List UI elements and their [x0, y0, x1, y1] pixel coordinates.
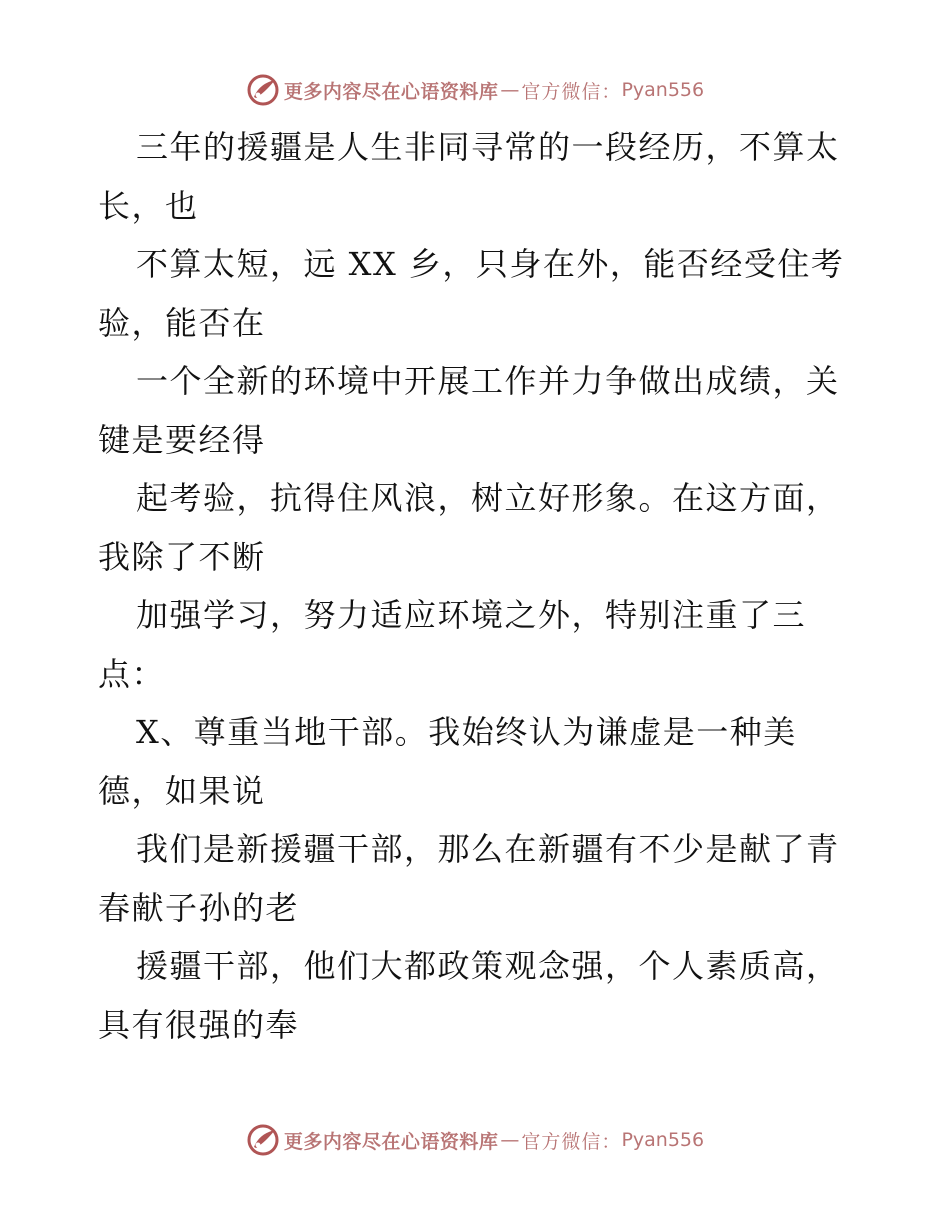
paragraph-line: 长，也	[98, 186, 199, 225]
paragraph-line: X、尊重当地干部。我始终认为谦虚是一种美	[136, 713, 797, 751]
footer-wechat-id: Pyan556	[621, 1129, 705, 1151]
paragraph-line: 春献子孙的老	[98, 888, 300, 927]
paragraph-line: 我们是新援疆干部，那么在新疆有不少是献了青	[136, 830, 840, 868]
paragraph-line: 一个全新的环境中开展工作并力争做出成绩，关	[136, 362, 840, 400]
header-wechat-id: Pyan556	[621, 79, 705, 101]
quill-seal-icon	[246, 73, 280, 107]
page-header-watermark	[0, 72, 950, 108]
footer-separator: —	[500, 1129, 520, 1151]
footer-wechat-label: 官方微信：	[521, 1130, 622, 1153]
paragraph-line: 德，如果说	[98, 771, 266, 810]
header-brand-text: 更多内容尽在心语资料库	[283, 80, 499, 103]
paragraph-line: 加强学习，努力适应环境之外，特别注重了三	[136, 596, 807, 634]
paragraph-line: 不算太短，远 XX 乡，只身在外，能否经受住考	[136, 245, 845, 283]
paragraph-line: 援疆干部，他们大都政策观念强，个人素质高，	[136, 947, 840, 985]
document-body	[98, 118, 858, 1054]
paragraph-line: 键是要经得	[98, 420, 266, 459]
footer-brand-text: 更多内容尽在心语资料库	[283, 1130, 499, 1153]
paragraph-line: 验，能否在	[98, 303, 266, 342]
header-wechat-label: 官方微信：	[521, 80, 622, 103]
paragraph-line: 三年的援疆是人生非同寻常的一段经历，不算太	[136, 128, 840, 166]
paragraph-line: 起考验，抗得住风浪，树立好形象。在这方面，	[136, 479, 840, 517]
header-separator: —	[500, 79, 520, 101]
paragraph-line: 点：	[98, 654, 166, 693]
paragraph-line: 我除了不断	[98, 537, 266, 576]
quill-seal-icon	[246, 1123, 280, 1157]
paragraph-line: 具有很强的奉	[98, 1005, 300, 1044]
page-footer-watermark	[0, 1122, 950, 1158]
